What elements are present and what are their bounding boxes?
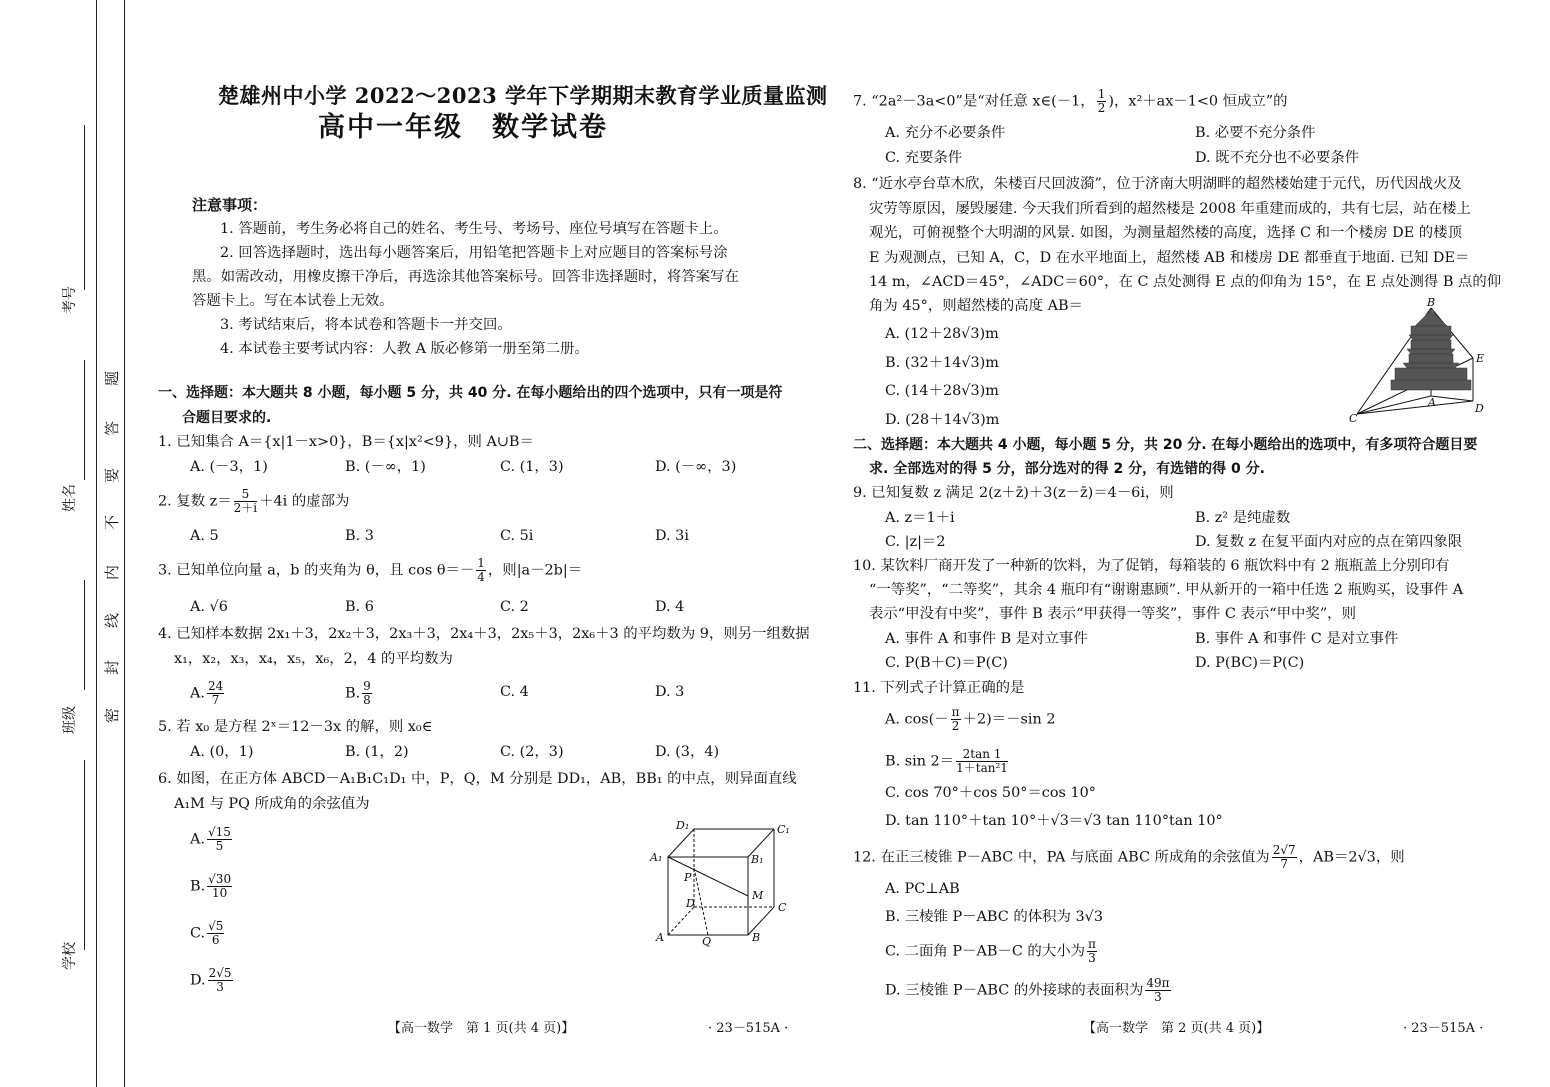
notice-line: 2. 回答选择题时，选出每小题答案后，用铅笔把答题卡上对应题目的答案标号涂 bbox=[220, 245, 728, 261]
notice-line: 黑。如需改动，用橡皮擦干净后，再选涂其他答案标号。回答非选择题时，将答案写在 bbox=[192, 269, 739, 285]
question-5: 5. 若 x₀ 是方程 2ˣ＝12－3x 的解，则 x₀∈ bbox=[158, 719, 433, 735]
q3-text: 3. 已知单位向量 a，b 的夹角为 θ，且 cos θ＝－ bbox=[158, 562, 475, 579]
exam-title: 楚雄州中小学 2022～2023 学年下学期期末教育学业质量监测 bbox=[218, 83, 828, 108]
q5-option: A. (0，1) bbox=[190, 744, 254, 760]
q12-d-den: 3 bbox=[1154, 990, 1162, 1004]
q11-option bbox=[885, 748, 1010, 775]
section1-heading-cont: 合题目要求的. bbox=[182, 410, 272, 426]
q4-option-den: 8 bbox=[363, 693, 371, 707]
q2-den: 2＋i bbox=[233, 501, 258, 515]
cube-label: D₁ bbox=[676, 819, 690, 832]
q12-option bbox=[885, 938, 1099, 965]
question-10-cont: “一等奖”，“二等奖”，其余 4 瓶印有“谢谢惠顾”. 甲从新开的一箱中任选 2 瓶购买，设事件 A bbox=[869, 582, 1464, 598]
q12-option: B. 三棱锥 P－ABC 的体积为 3√3 bbox=[885, 909, 1103, 925]
banji-underline bbox=[84, 580, 85, 690]
question-8-cont: 观光，可俯视整个大明湖的风景. 如图，为测量超然楼的高度，选择 C 和一个楼房 DE 的楼顶 bbox=[869, 225, 1462, 241]
q6-option-label: C. bbox=[190, 925, 206, 942]
exam-subtitle: 高中一年级 数学试卷 bbox=[318, 112, 608, 143]
q3-option: C. 2 bbox=[500, 599, 529, 615]
q6-option bbox=[190, 920, 226, 947]
question-12 bbox=[853, 844, 1405, 871]
q8-option: A. (12＋28√3)m bbox=[885, 326, 999, 342]
notice-line: 4. 本试卷主要考试内容：人教 A 版必修第一册至第二册。 bbox=[220, 341, 589, 357]
q1-option: A. (－3，1) bbox=[190, 459, 268, 475]
notice-line: 答题卡上。写在本试卷上无效。 bbox=[192, 293, 394, 309]
q8-option: B. (32＋14√3)m bbox=[885, 355, 999, 371]
q6-option-den: 5 bbox=[215, 839, 224, 853]
question-8-cont: E 为观测点，已知 A，C，D 在水平地面上，超然楼 AB 和楼房 DE 都垂直于地面. 已知 DE＝ bbox=[869, 250, 1470, 266]
q9-option: B. z² 是纯虚数 bbox=[1195, 510, 1291, 526]
q12-den: 7 bbox=[1280, 857, 1288, 871]
q5-option: B. (1，2) bbox=[345, 744, 409, 760]
q4-option-num: 24 bbox=[207, 679, 224, 693]
field-banji: 班级 bbox=[62, 706, 78, 734]
q12-fraction bbox=[1272, 844, 1297, 871]
q11-option: C. cos 70°＋cos 50°＝cos 10° bbox=[885, 785, 1096, 801]
q10-option: A. 事件 A 和事件 B 是对立事件 bbox=[885, 631, 1088, 647]
q2-option: B. 3 bbox=[345, 528, 374, 544]
cube-label: Q bbox=[702, 935, 712, 948]
q2-num: 5 bbox=[234, 488, 257, 502]
seal-char: 内 bbox=[103, 564, 122, 581]
binding-line-outer bbox=[124, 0, 125, 1087]
q12-c-num: π bbox=[1087, 937, 1096, 951]
q2-fraction bbox=[234, 488, 257, 515]
q7-fraction bbox=[1097, 88, 1107, 115]
q12-c-text: C. 二面角 P－AB－C 的大小为 bbox=[885, 943, 1085, 960]
tower-label: A bbox=[1428, 396, 1436, 409]
question-8-cont: 角为 45°，则超然楼的高度 AB＝ bbox=[869, 298, 1083, 314]
q11-a-text: A. cos(－ bbox=[885, 711, 949, 728]
q4-option-fraction bbox=[207, 680, 224, 707]
q3-fraction bbox=[476, 557, 486, 584]
notice-line: 3. 考试结束后，将本试卷和答题卡一并交回。 bbox=[220, 317, 512, 333]
seal-char: 封 bbox=[103, 659, 122, 676]
q9-option: A. z＝1＋i bbox=[885, 510, 955, 526]
q6-option bbox=[190, 873, 234, 900]
q12-c-fraction bbox=[1087, 938, 1097, 965]
q6-option-label: B. bbox=[190, 878, 206, 895]
question-8-cont: 14 m，∠ACD＝45°，∠ADC＝60°，在 C 点处测得 E 点的仰角为 15°，在 E 点处测得 B 点的仰 bbox=[869, 274, 1502, 290]
q7-option: D. 既不充分也不必要条件 bbox=[1195, 150, 1360, 166]
footer-code-2: · 23－515A · bbox=[1403, 1021, 1484, 1036]
q2-option: D. 3i bbox=[655, 528, 689, 544]
binding-line-inner bbox=[96, 0, 97, 1087]
q11-b-den: 1＋tan²1 bbox=[956, 761, 1008, 775]
q2-option: A. 5 bbox=[190, 528, 219, 544]
tower-label: D bbox=[1475, 402, 1484, 415]
question-11: 11. 下列式子计算正确的是 bbox=[853, 680, 1025, 696]
q11-a-text: ＋2)＝－sin 2 bbox=[962, 711, 1056, 728]
question-4-cont: x₁，x₂，x₃，x₄，x₅，x₆，2，4 的平均数为 bbox=[174, 651, 453, 667]
q6-option-label: D. bbox=[190, 972, 206, 989]
seal-char: 要 bbox=[103, 467, 122, 484]
cube-label: C bbox=[778, 901, 787, 914]
q6-option-fraction bbox=[208, 967, 233, 994]
field-xingming: 姓名 bbox=[62, 484, 78, 512]
q12-d-fraction bbox=[1145, 977, 1170, 1004]
q6-option-den: 3 bbox=[216, 980, 224, 994]
q6-option-num: √15 bbox=[207, 825, 231, 839]
question-10: 10. 某饮料厂商开发了一种新的饮料，为了促销，每箱装的 6 瓶饮料中有 2 瓶瓶盖上分别印有 bbox=[853, 558, 1450, 574]
q6-option-den: 10 bbox=[211, 886, 228, 900]
cube-label: B₁ bbox=[751, 853, 764, 866]
q4-option: D. 3 bbox=[655, 684, 685, 700]
q6-option-label: A. bbox=[190, 831, 205, 848]
q12-option bbox=[885, 977, 1173, 1004]
question-4: 4. 已知样本数据 2x₁＋3，2x₂＋3，2x₃＋3，2x₄＋3，2x₅＋3，2x₆＋3 的平均数为 9，则另一组数据 bbox=[158, 626, 810, 642]
section2-heading: 二、选择题：本大题共 4 小题，每小题 5 分，共 20 分. 在每小题给出的选项中，有多项符合题目要 bbox=[853, 437, 1478, 453]
cube-label: M bbox=[752, 889, 764, 902]
q4-option bbox=[345, 680, 374, 707]
q11-a-den: 2 bbox=[951, 719, 960, 733]
q4-option-num: 9 bbox=[363, 679, 371, 693]
section2-heading-cont: 求. 全部选对的得 5 分，部分选对的得 2 分，有选错的得 0 分. bbox=[869, 461, 1265, 477]
q7-text: )，x²＋ax－1<0 恒成立”的 bbox=[1108, 93, 1288, 110]
q11-option bbox=[885, 706, 1055, 733]
q6-option bbox=[190, 826, 234, 853]
q12-text: 12. 在正三棱锥 P－ABC 中，PA 与底面 ABC 所成角的余弦值为 bbox=[853, 849, 1270, 866]
q3-num: 1 bbox=[477, 556, 485, 570]
q4-option: C. 4 bbox=[500, 684, 529, 700]
q7-option: A. 充分不必要条件 bbox=[885, 125, 1006, 141]
q1-option: D. (－∞，3) bbox=[655, 459, 737, 475]
q1-option: C. (1，3) bbox=[500, 459, 564, 475]
q10-option: D. P(BC)＝P(C) bbox=[1195, 655, 1305, 671]
question-8: 8. “近水亭台草木欣，朱楼百尺回波漪”，位于济南大明湖畔的超然楼始建于元代，历代因战火及 bbox=[853, 176, 1462, 192]
xuexiao-underline bbox=[84, 760, 85, 950]
q12-d-text: D. 三棱锥 P－ABC 的外接球的表面积为 bbox=[885, 982, 1144, 999]
cube-label: A bbox=[656, 931, 664, 944]
notice-title: 注意事项： bbox=[192, 196, 268, 214]
q12-text: ，AB＝2√3，则 bbox=[1298, 849, 1405, 866]
tower-label: B bbox=[1427, 296, 1436, 309]
q11-b-fraction bbox=[956, 748, 1008, 775]
q3-option: D. 4 bbox=[655, 599, 685, 615]
question-9: 9. 已知复数 z 满足 2(z＋z̄)＋3(z－z̄)＝4－6i，则 bbox=[853, 485, 1174, 501]
tower-label: E bbox=[1476, 352, 1485, 365]
question-8-cont: 灾劳等原因，屡毁屡建. 今天我们所看到的超然楼是 2008 年重建而成的，共有七层，站在楼上 bbox=[869, 201, 1471, 217]
question-2 bbox=[158, 488, 349, 515]
field-xuexiao: 学校 bbox=[62, 942, 78, 970]
q7-num: 1 bbox=[1097, 87, 1106, 101]
q4-option-label: B. bbox=[345, 685, 361, 702]
q11-option: D. tan 110°＋tan 10°＋√3＝√3 tan 110°tan 10° bbox=[885, 813, 1223, 829]
q12-d-num: 49π bbox=[1146, 976, 1170, 990]
q3-option: B. 6 bbox=[345, 599, 374, 615]
q6-option-fraction bbox=[207, 920, 224, 947]
q10-option: B. 事件 A 和事件 C 是对立事件 bbox=[1195, 631, 1399, 647]
q5-option: D. (3，4) bbox=[655, 744, 720, 760]
q4-option-fraction bbox=[362, 680, 372, 707]
cube-label: C₁ bbox=[777, 823, 790, 836]
q4-option-den: 7 bbox=[211, 693, 220, 707]
q6-option-num: 2√5 bbox=[208, 966, 232, 980]
q6-option bbox=[190, 967, 235, 994]
seal-char: 不 bbox=[103, 514, 122, 531]
question-3 bbox=[158, 557, 582, 584]
q11-b-num: 2tan 1 bbox=[956, 748, 1008, 762]
q12-c-den: 3 bbox=[1088, 951, 1096, 965]
notice-line: 1. 答题前，考生务必将自己的姓名、考生号、考场号、座位号填写在答题卡上。 bbox=[220, 221, 728, 237]
q12-num: 2√7 bbox=[1272, 843, 1296, 857]
q2-text: 2. 复数 z＝ bbox=[158, 493, 232, 510]
tower-figure bbox=[1349, 296, 1489, 426]
footer-code-1: · 23－515A · bbox=[708, 1021, 789, 1036]
q7-option: B. 必要不充分条件 bbox=[1195, 125, 1316, 141]
q12-option: A. PC⊥AB bbox=[885, 881, 960, 897]
kaohao-underline bbox=[84, 125, 85, 290]
q6-option-fraction bbox=[207, 826, 232, 853]
seal-char: 线 bbox=[103, 612, 122, 629]
q1-option: B. (－∞，1) bbox=[345, 459, 426, 475]
q8-option: D. (28＋14√3)m bbox=[885, 412, 1000, 428]
q5-option: C. (2，3) bbox=[500, 744, 564, 760]
seal-char: 题 bbox=[103, 370, 122, 387]
q8-option: C. (14＋28√3)m bbox=[885, 383, 999, 399]
q11-b-text: B. sin 2＝ bbox=[885, 753, 955, 770]
q6-option-num: √30 bbox=[208, 872, 232, 886]
section1-heading: 一、选择题：本大题共 8 小题，每小题 5 分，共 40 分. 在每小题给出的四个选项中，只有一项是符 bbox=[158, 385, 783, 401]
question-6: 6. 如图，在正方体 ABCD－A₁B₁C₁D₁ 中，P，Q，M 分别是 DD₁，AB，BB₁ 的中点，则异面直线 bbox=[158, 771, 797, 787]
question-1: 1. 已知集合 A＝{x|1－x>0}，B＝{x|x²<9}，则 A∪B＝ bbox=[158, 434, 534, 450]
q3-den: 4 bbox=[477, 570, 485, 584]
q9-option: D. 复数 z 在复平面内对应的点在第四象限 bbox=[1195, 534, 1463, 550]
q3-option: A. √6 bbox=[190, 599, 228, 615]
cube-label: P bbox=[684, 871, 692, 884]
question-7 bbox=[853, 88, 1288, 115]
q2-text: ＋4i 的虚部为 bbox=[259, 493, 350, 510]
q4-option bbox=[190, 680, 226, 707]
footer-page-1: 【高一数学 第 1 页(共 4 页)】 bbox=[388, 1021, 575, 1036]
question-6-cont: A₁M 与 PQ 所成角的余弦值为 bbox=[174, 796, 370, 812]
q11-a-num: π bbox=[951, 705, 960, 719]
cube-label: B bbox=[752, 931, 761, 944]
cube-label: D bbox=[686, 897, 695, 910]
binding-margin bbox=[0, 0, 130, 1087]
q4-option-label: A. bbox=[190, 685, 205, 702]
q7-den: 2 bbox=[1097, 101, 1106, 115]
seal-char: 答 bbox=[103, 420, 122, 437]
field-kaohao: 考号 bbox=[62, 286, 78, 314]
q6-option-num: √5 bbox=[208, 919, 224, 933]
q3-text: ，则|a－2b|＝ bbox=[487, 562, 583, 579]
q11-a-fraction bbox=[951, 706, 961, 733]
seal-char: 密 bbox=[103, 707, 122, 724]
q7-text: 7. “2a²－3a<0”是“对任意 x∈(－1， bbox=[853, 93, 1095, 110]
tower-label: C bbox=[1349, 412, 1358, 425]
q10-option: C. P(B＋C)＝P(C) bbox=[885, 655, 1008, 671]
q9-option: C. |z|＝2 bbox=[885, 534, 946, 550]
cube-figure bbox=[646, 815, 796, 950]
footer-page-2: 【高一数学 第 2 页(共 4 页)】 bbox=[1083, 1021, 1270, 1036]
q6-option-fraction bbox=[207, 873, 232, 900]
q6-option-den: 6 bbox=[211, 933, 220, 947]
q2-option: C. 5i bbox=[500, 528, 534, 544]
xingming-underline bbox=[84, 360, 85, 480]
cube-label: A₁ bbox=[650, 851, 663, 864]
question-10-cont: 表示“甲没有中奖”，事件 B 表示“甲获得一等奖”，事件 C 表示“甲中奖”，则 bbox=[869, 606, 1356, 622]
q7-option: C. 充要条件 bbox=[885, 150, 963, 166]
